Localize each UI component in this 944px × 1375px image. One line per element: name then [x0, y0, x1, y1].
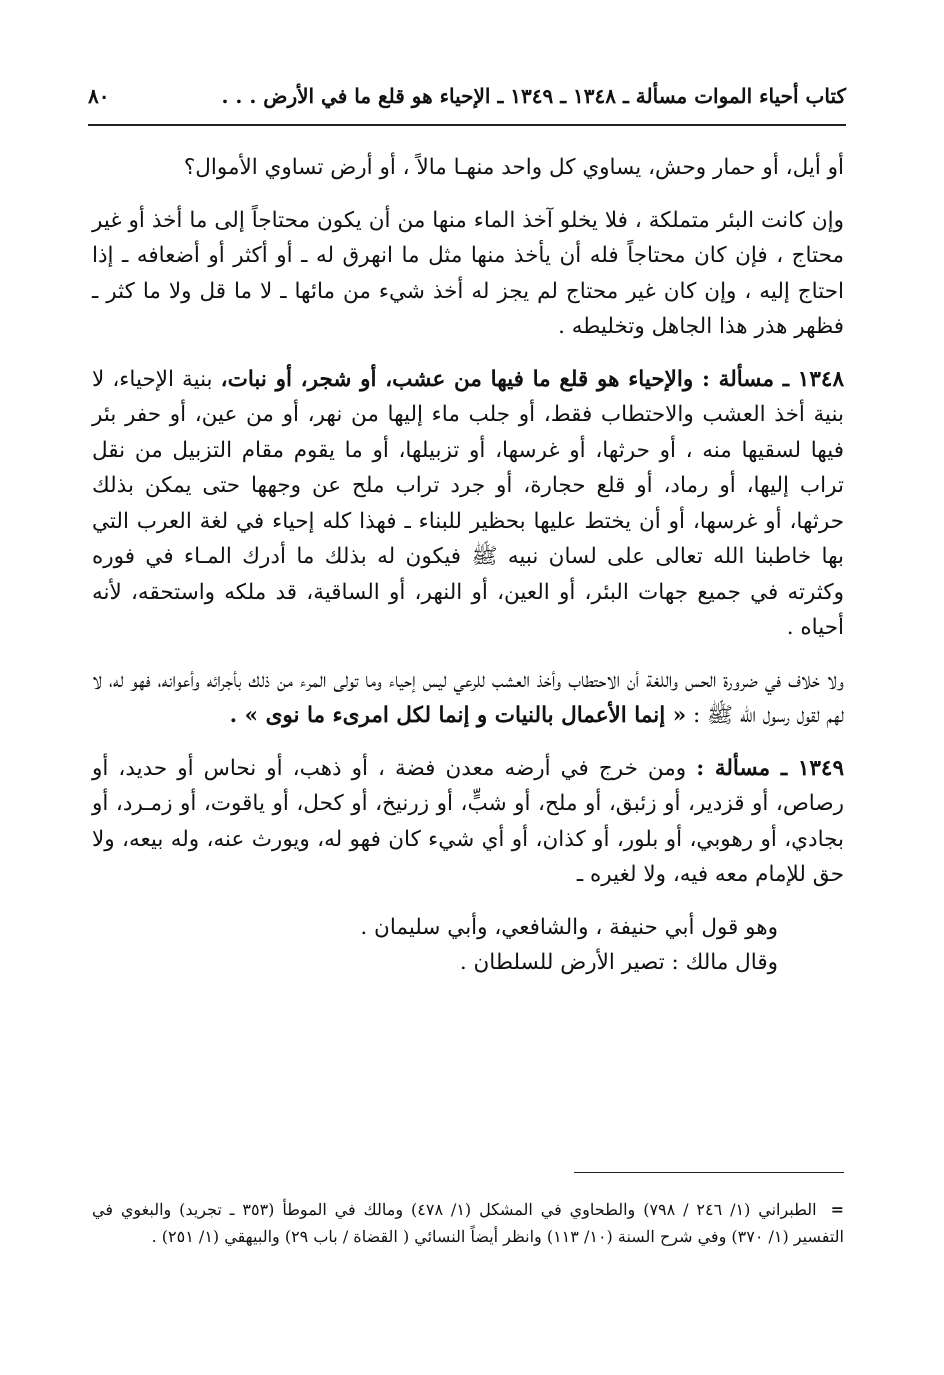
- footnote-divider: [574, 1172, 844, 1173]
- issue-1348-text: بنية الإحياء، لا بنية أخذ العشب والاحتطاب فقط، أو جلب ماء إليها من نهر، أو من عين، أو حفر بئر فيها لسقيها منه ، أو حرثها، أو غرسها، أو تزبيلها، أو ما يقوم مقام التزبيل من نقل تراب إليها، أو رماد، أو قلع حجارة، أو جرد تراب ملح عن وجهها حتى يمكن بذلك حرثها، أو غرسها، أو أن يختط عليها بحظير للبناء ـ فهذا كله إحياء في لغة العرب التي بها خاطبنا الله تعالى على لسان نبيه ﷺ فيكون له بذلك ما أدرك المـاء في فوره وكثرته في جميع جهات البئر، أو العين، أو النهر، أو الساقية، قد ملكه واستحقه، لأنه أحياه .: [92, 366, 844, 640]
- header-title: كتاب أحياء الموات مسألة ـ ١٣٤٨ ـ ١٣٤٩ ـ الإحياء هو قلع ما في الأرض . . .: [221, 84, 846, 108]
- paragraph-1: أو أيل، أو حمار وحش، يساوي كل واحد منهـا مالاً ، أو أرض تساوي الأموال؟: [183, 155, 844, 180]
- issue-1348-lead: والإحياء هو قلع ما فيها من عشب، أو شجر، أو نبات،: [220, 366, 702, 392]
- paragraph-6: وهو قول أبي حنيفة ، والشافعي، وأبي سليمان .: [360, 914, 778, 940]
- paragraph-issue-1348: [92, 362, 844, 646]
- running-header: [88, 84, 846, 126]
- issue-1349-heading: ١٣٤٩ ـ مسألة :: [696, 755, 845, 781]
- issue-1348-heading: ١٣٤٨ ـ مسألة :: [702, 366, 844, 392]
- hadith-quote: « إنما الأعمال بالنيات و إنما لكل امرىء ما نوى » .: [229, 703, 687, 728]
- footnote: [92, 1196, 844, 1250]
- footnote-marker: =: [830, 1200, 844, 1219]
- paragraph-2: وإن كانت البئر متملكة ، فلا يخلو آخذ الماء منها من أن يكون محتاجاً إلى ما أخذ أو غير محتاج ، فإن كان محتاجاً فله أن يأخذ منها مثل ما انهرق له ـ أو أكثر أو أضعافه ـ إذا احتاج إليه ، وإن كان غير محتاج لم يجز له أخذ شيء من مائها ـ لا ما قل ولا ما كثر ـ فظهر هذر هذا الجاهل وتخليطه .: [92, 207, 844, 339]
- footnote-text: الطبراني (١/ ٢٤٦ / ٧٩٨) والطحاوي في المشكل (١/ ٤٧٨) ومالك في الموطأ (٣٥٣ ـ تجريد) والبغوي في التفسير (١/ ٣٧٠) وفي شرح السنة (١٠/ ١١٣) وانظر أيضاً النسائي ( القضاة / باب ٢٩) والبيهقي (١/ ٢٥١) .: [92, 1200, 844, 1246]
- paragraph-4-text: ولا خلاف في ضرورة الحس واللغة أن الاحتطاب وأخذ العشب للرعي ليس إحياء وما تولى المرء من ذلك بأجرائه وأعوانه، فهو له، لا لهم لقول رسول الله ﷺ :: [92, 667, 844, 728]
- paragraph-4: [92, 663, 844, 734]
- paragraph-issue-1349: [92, 751, 844, 893]
- paragraph-7: وقال مالك : تصير الأرض للسلطان .: [459, 949, 778, 975]
- page-body: [92, 150, 844, 980]
- issue-1349-text: ومن خرج في أرضه معدن فضة ، أو ذهب، أو نحاس أو حديد، أو رصاص، أو قزدير، أو زئبق، أو ملح، أو شبٍّ، أو زرنيخ، أو كحل، أو ياقوت، أو زمـرد، أو بجادي، أو رهوبي، أو بلور، أو كذان، أو أي شيء كان فهو له، ويورث عنه، وله بيعه، ولا حق للإمام معه فيه، ولا لغيره ـ: [92, 755, 844, 887]
- page-number: ٨٠: [88, 84, 110, 108]
